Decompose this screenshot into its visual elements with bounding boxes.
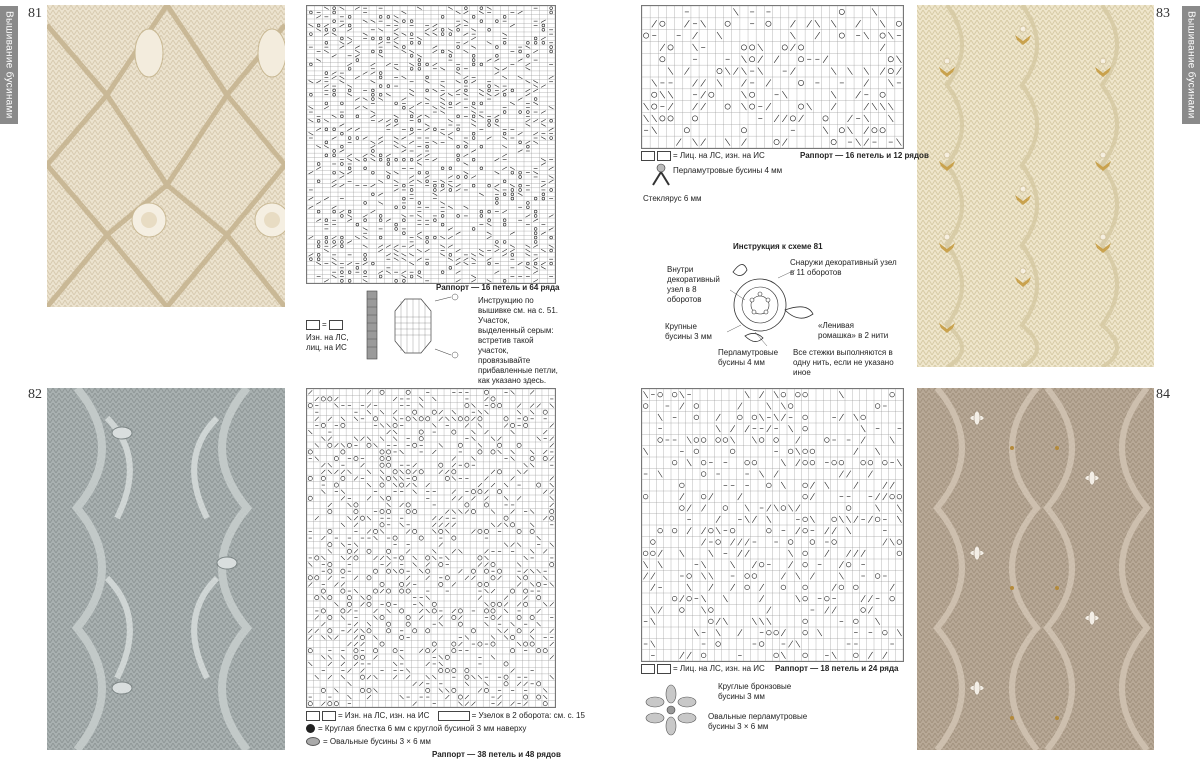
- round-beads-label: Крупные бусины 3 мм: [665, 322, 712, 341]
- oval-pearl-label-84: Овальные перламутровые бусины 3 × 6 мм: [708, 712, 808, 731]
- dash-cell-icon: [329, 320, 343, 330]
- legend-82-row2: = Круглая блестка 6 мм с круглой бусиной 3 мм наверху: [306, 724, 526, 733]
- dash-cell-icon: [657, 151, 671, 161]
- pearl-bead-label-83: Перламутровые бусины 4 мм: [673, 166, 783, 175]
- pearl-beads-label: Перламутровые бусины 4 мм: [718, 348, 779, 367]
- flower-bead-diagram-84: [641, 680, 701, 740]
- empty-cell-icon: [641, 151, 655, 161]
- embroidery-detail-chart-81: [365, 289, 463, 361]
- legend-81: [306, 320, 345, 330]
- dash-cell-icon: [322, 711, 336, 721]
- legend-83: = Лиц. на ЛС, изн. на ИС: [641, 151, 765, 161]
- repeat-label-83: Раппорт — 16 петель и 12 рядов: [800, 151, 929, 160]
- instruction-note-81: Инструкцию по вышивке см. на с. 51. Участок, выделенный серым: встретив такой участок, провязывайте прибавленные петли, как указано здесь.: [478, 296, 558, 385]
- legend-84: = Лиц. на ЛС, изн. на ИС: [641, 664, 765, 674]
- sequin-icon: [306, 724, 315, 733]
- legend-82-row1: = Изн. на ЛС, изн. на ИС = Узелок в 2 оборота: см. с. 15: [306, 711, 585, 721]
- knit-photo-81: [47, 5, 285, 307]
- knit-photo-84: [917, 388, 1154, 750]
- instruction-title-81: Инструкция к схеме 81: [733, 242, 823, 251]
- page-number-82: 82: [28, 387, 42, 402]
- page-number-83: 83: [1156, 6, 1170, 21]
- bronze-bead-label-84: Круглые бронзовые бусины 3 мм: [718, 682, 792, 701]
- knitting-chart-83: [641, 5, 904, 149]
- repeat-label-84: Раппорт — 18 петель и 24 ряда: [775, 664, 899, 673]
- knot-cell-icon: [438, 711, 470, 721]
- outside-knot-label: Снаружи декоративный узел в 11 оборотов: [790, 258, 897, 277]
- knit-photo-82: [47, 388, 285, 750]
- dash-cell-icon: [657, 664, 671, 674]
- repeat-label-82: Раппорт — 38 петель и 48 рядов: [432, 750, 561, 759]
- stitch-note: Все стежки выполняются в одну нить, если не указано иное: [793, 348, 894, 377]
- page-number-81: 81: [28, 6, 42, 21]
- bugle-bead-label-83: Стеклярус 6 мм: [643, 194, 702, 203]
- repeat-label-81: Раппорт — 16 петель и 64 ряда: [436, 283, 560, 292]
- legend-text-81: Изн. на ЛС, лиц. на ИС: [306, 333, 349, 352]
- lazy-daisy-label: «Ленивая ромашка» в 2 нити: [818, 321, 889, 340]
- inside-knot-label: Внутри декоративный узел в 8 оборотов: [667, 265, 720, 304]
- empty-cell-icon: [306, 711, 320, 721]
- empty-cell-icon: [641, 664, 655, 674]
- empty-cell-icon: [306, 320, 320, 330]
- knitting-chart-84: [641, 388, 904, 662]
- knitting-chart-81: [306, 5, 556, 284]
- page-number-84: 84: [1156, 387, 1170, 402]
- knit-photo-83: [917, 5, 1154, 367]
- knitting-chart-82: [306, 388, 556, 708]
- oval-bead-icon: [306, 737, 320, 746]
- section-tab-left: Вышивание бусинами: [0, 6, 18, 124]
- legend-eq: =: [322, 320, 329, 330]
- legend-82-row3: = Овальные бусины 3 × 6 мм: [306, 737, 431, 746]
- section-tab-right: Вышивание бусинами: [1182, 6, 1200, 124]
- bead-illustration-83: [650, 163, 672, 187]
